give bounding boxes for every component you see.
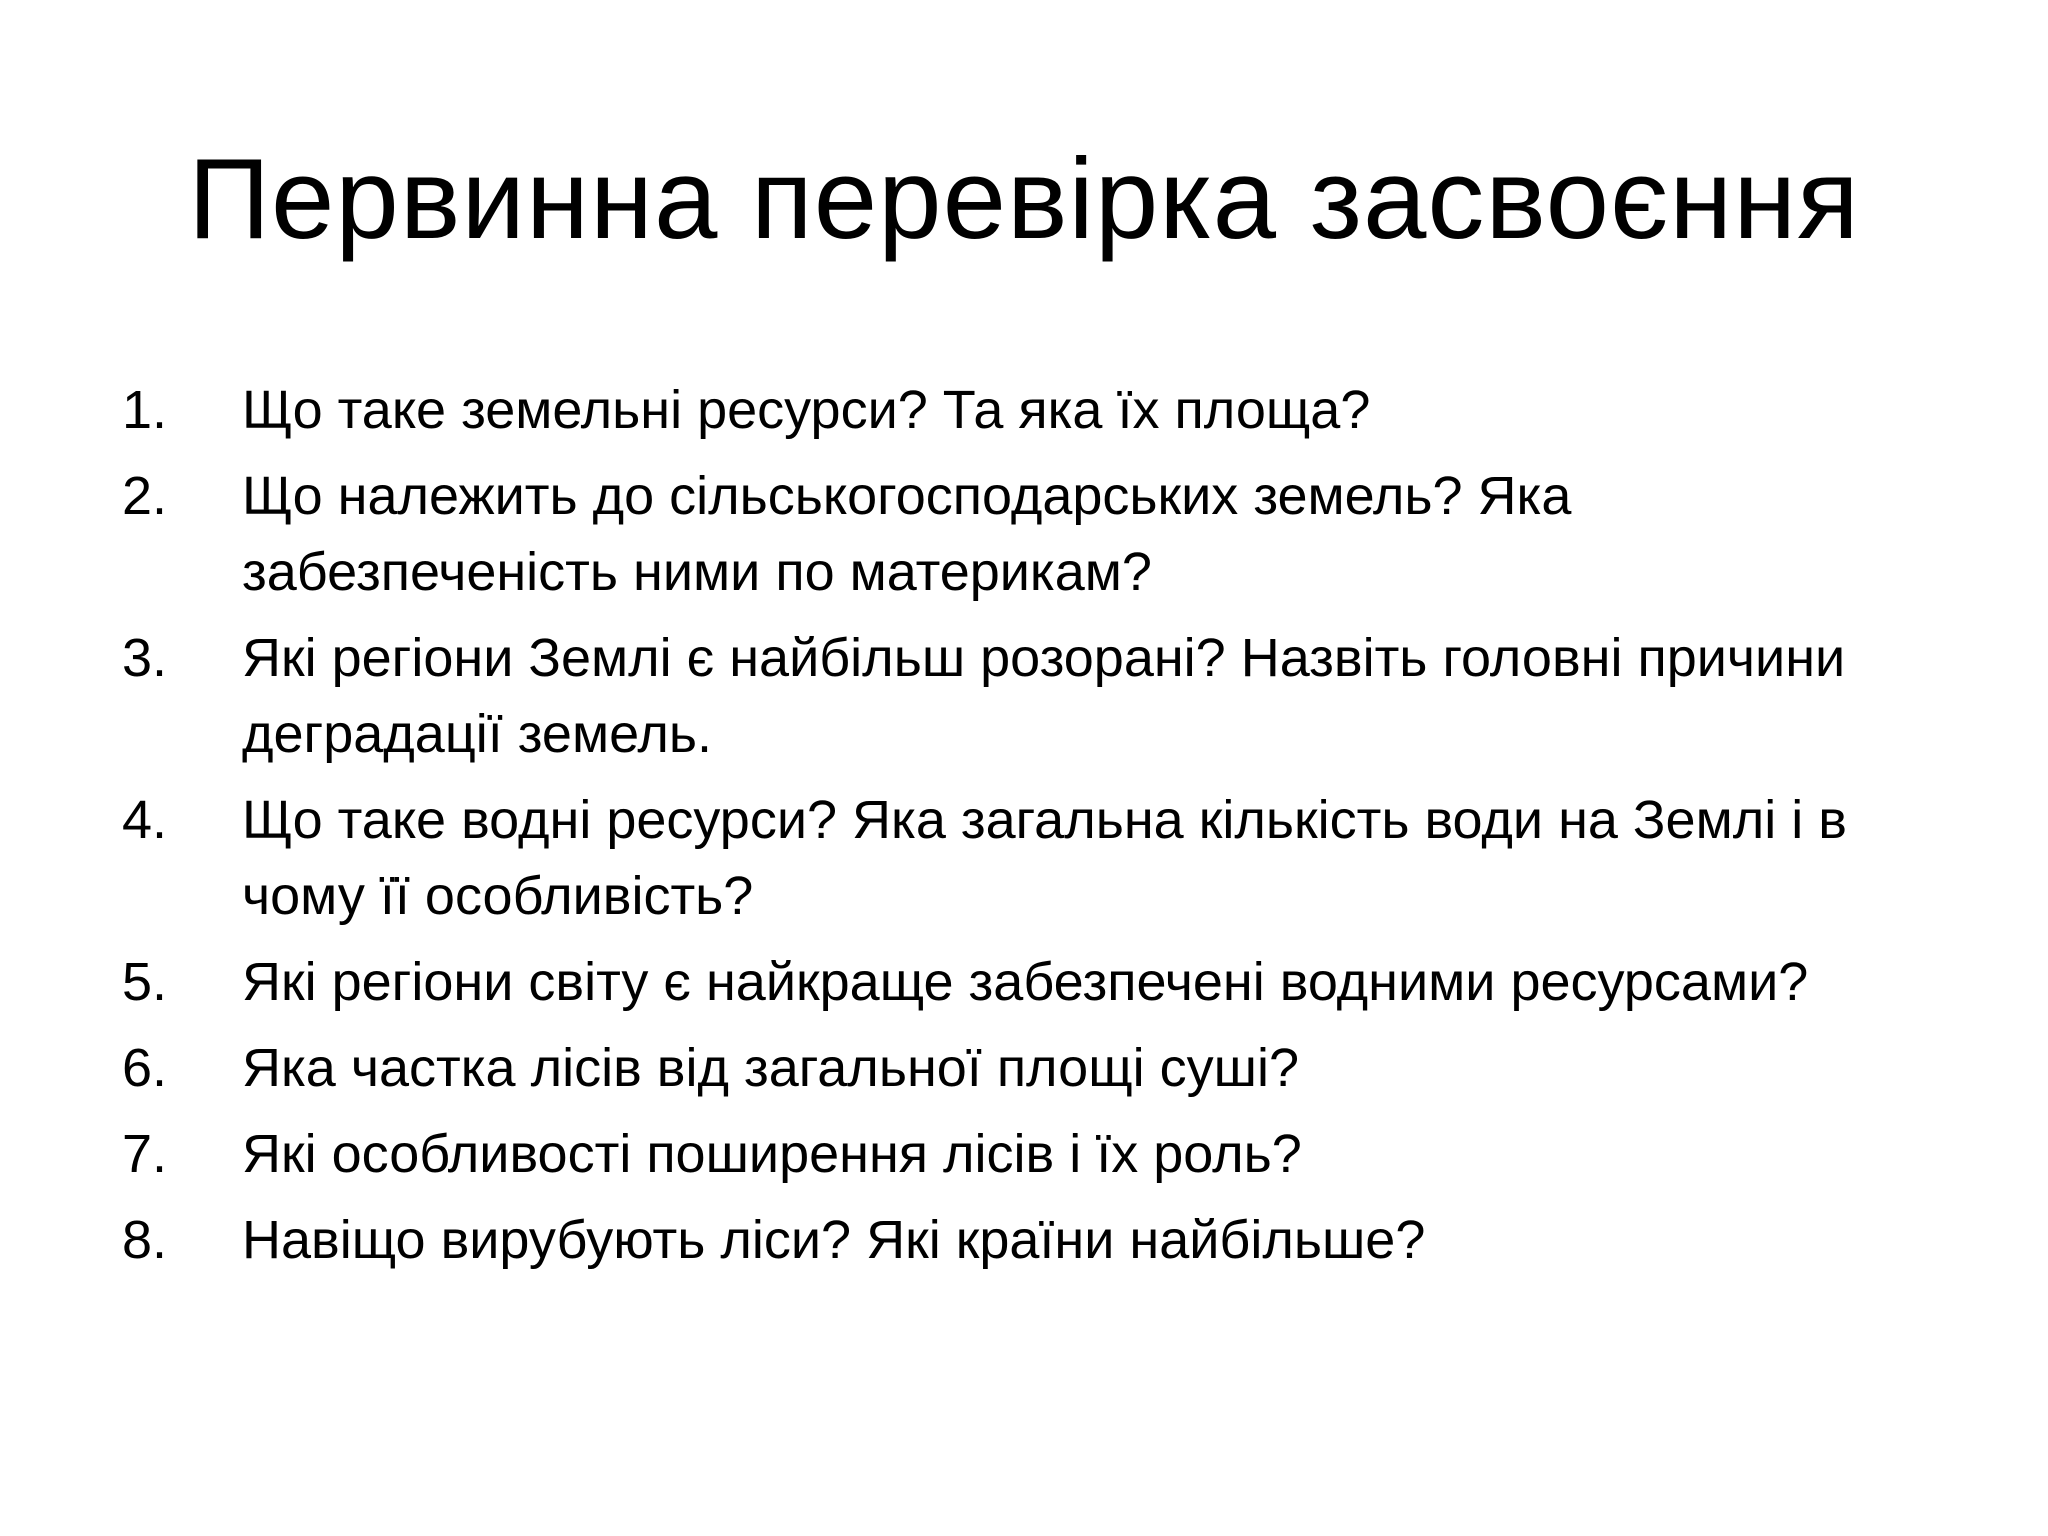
list-item-number: 7. [122,1124,168,1184]
question-list [122,372,1952,1288]
list-item-number: 5. [122,952,168,1012]
list-item [122,1202,1952,1278]
list-item-text: Що таке земельні ресурси? Та яка їх площа? [242,380,1371,440]
list-item-number: 3. [122,628,168,688]
slide-title: Первинна перевірка засвоєння [188,136,1860,263]
list-item-text: Навіщо вирубують ліси? Які країни найбільше? [242,1210,1426,1270]
list-item-number: 2. [122,466,168,526]
list-item [122,1030,1952,1106]
list-item-text: Які регіони Землі є найбільш розорані? Назвіть головні причини деградації земель. [242,628,1846,764]
list-item [122,620,1952,772]
list-item-number: 1. [122,380,168,440]
list-item-number: 6. [122,1038,168,1098]
list-item [122,372,1952,448]
list-item-text: Що таке водні ресурси? Яка загальна кількість води на Землі і в чому її особливість? [242,790,1847,926]
list-item [122,944,1952,1020]
list-item [122,782,1952,934]
list-item-text: Які регіони світу є найкраще забезпечені водними ресурсами? [242,952,1809,1012]
list-item-text: Яка частка лісів від загальної площі суші? [242,1038,1299,1098]
list-item [122,1116,1952,1192]
list-item-number: 4. [122,790,168,850]
list-item-text: Які особливості поширення лісів і їх роль? [242,1124,1302,1184]
list-item [122,458,1952,610]
list-item-text: Що належить до сільськогосподарських земель? Яка забезпеченість ними по материкам? [242,466,1572,602]
list-item-number: 8. [122,1210,168,1270]
